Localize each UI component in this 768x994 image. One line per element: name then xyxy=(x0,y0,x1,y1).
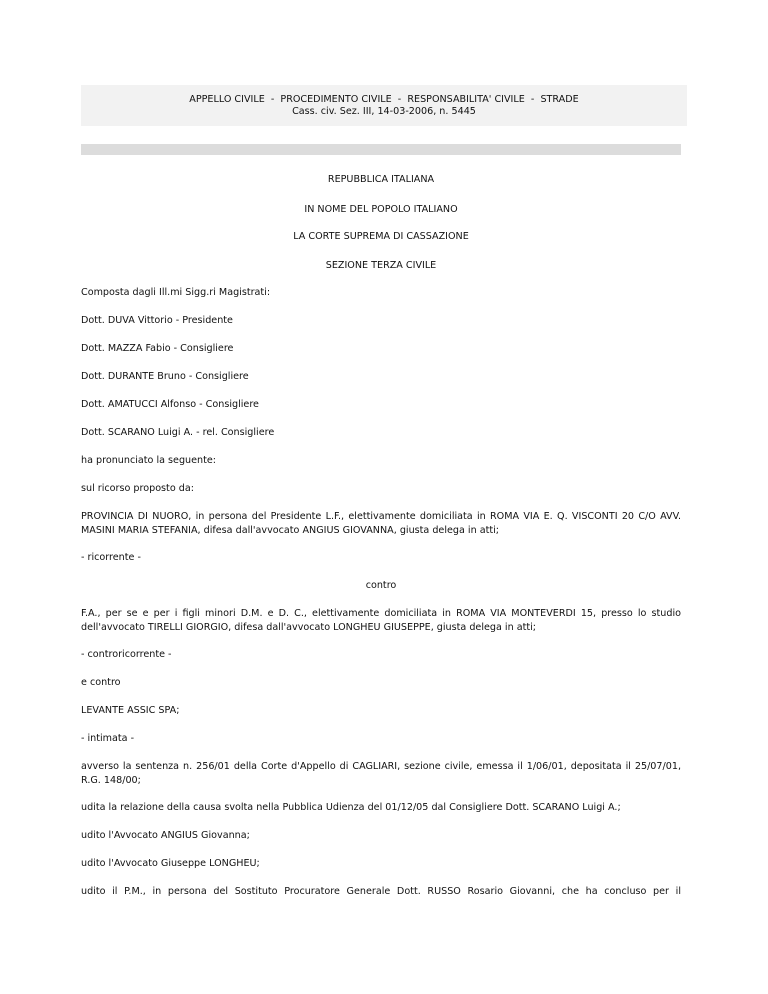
third-party-line: LEVANTE ASSIC SPA; xyxy=(81,705,180,716)
judge-line: Dott. DUVA Vittorio - Presidente xyxy=(81,315,233,326)
appeal-by-line: sul ricorso proposto da: xyxy=(81,483,194,494)
pm-line: udito il P.M., in persona del Sostituto Procuratore Generale Dott. RUSSO Rosario Giovanni, che ha concluso per il xyxy=(81,886,681,897)
heading-court: LA CORTE SUPREMA DI CASSAZIONE xyxy=(293,231,469,242)
heading-in-name: IN NOME DEL POPOLO ITALIANO xyxy=(304,204,458,215)
heard-line: udito l'Avvocato Giuseppe LONGHEU; xyxy=(81,858,260,869)
document-header xyxy=(81,85,687,126)
contro-label: contro xyxy=(365,580,397,591)
judgment-paragraph: avverso la sentenza n. 256/01 della Corte d'Appello di CAGLIARI, sezione civile, emessa il 1/06/01, depositata il 25/07/01, R.G. 148/00; xyxy=(81,761,681,786)
report-line: udita la relazione della causa svolta nella Pubblica Udienza del 01/12/05 dal Consigliere Dott. SCARANO Luigi A.; xyxy=(81,802,621,813)
ricorrente-label: - ricorrente - xyxy=(81,552,141,563)
divider-bar xyxy=(81,144,681,155)
respondent-paragraph: F.A., per se e per i figli minori D.M. e D. C., elettivamente domiciliata in ROMA VIA MONTEVERDI 15, presso lo studio dell'avvocato TIRELLI GIORGIO, difesa dall'avvocato LONGHEU GIUSEPPE, giusta delega in atti; xyxy=(81,608,681,633)
controricorrente-label: - controricorrente - xyxy=(81,649,172,660)
heading-section: SEZIONE TERZA CIVILE xyxy=(325,260,437,271)
judge-line: Dott. MAZZA Fabio - Consigliere xyxy=(81,343,234,354)
judge-line: Dott. DURANTE Bruno - Consigliere xyxy=(81,371,249,382)
composed-line: Composta dagli Ill.mi Sigg.ri Magistrati: xyxy=(81,287,271,298)
heading-republic: REPUBBLICA ITALIANA xyxy=(327,174,435,185)
intimata-label: - intimata - xyxy=(81,733,135,744)
judge-line: Dott. SCARANO Luigi A. - rel. Consigliere xyxy=(81,427,275,438)
judge-line: Dott. AMATUCCI Alfonso - Consigliere xyxy=(81,399,259,410)
header-citation: Cass. civ. Sez. III, 14-03-2006, n. 5445 xyxy=(292,106,476,117)
pronounced-line: ha pronunciato la seguente: xyxy=(81,455,216,466)
appellant-paragraph: PROVINCIA DI NUORO, in persona del Presidente L.F., elettivamente domiciliata in ROMA VIA E. Q. VISCONTI 20 C/O AVV. MASINI MARIA STEFANIA, difesa dall'avvocato ANGIUS GIOVANNA, giusta delega in atti; xyxy=(81,511,681,536)
header-topics: APPELLO CIVILE - PROCEDIMENTO CIVILE - RESPONSABILITA' CIVILE - STRADE xyxy=(189,94,579,105)
heard-line: udito l'Avvocato ANGIUS Giovanna; xyxy=(81,830,250,841)
e-contro-label: e contro xyxy=(81,677,121,688)
